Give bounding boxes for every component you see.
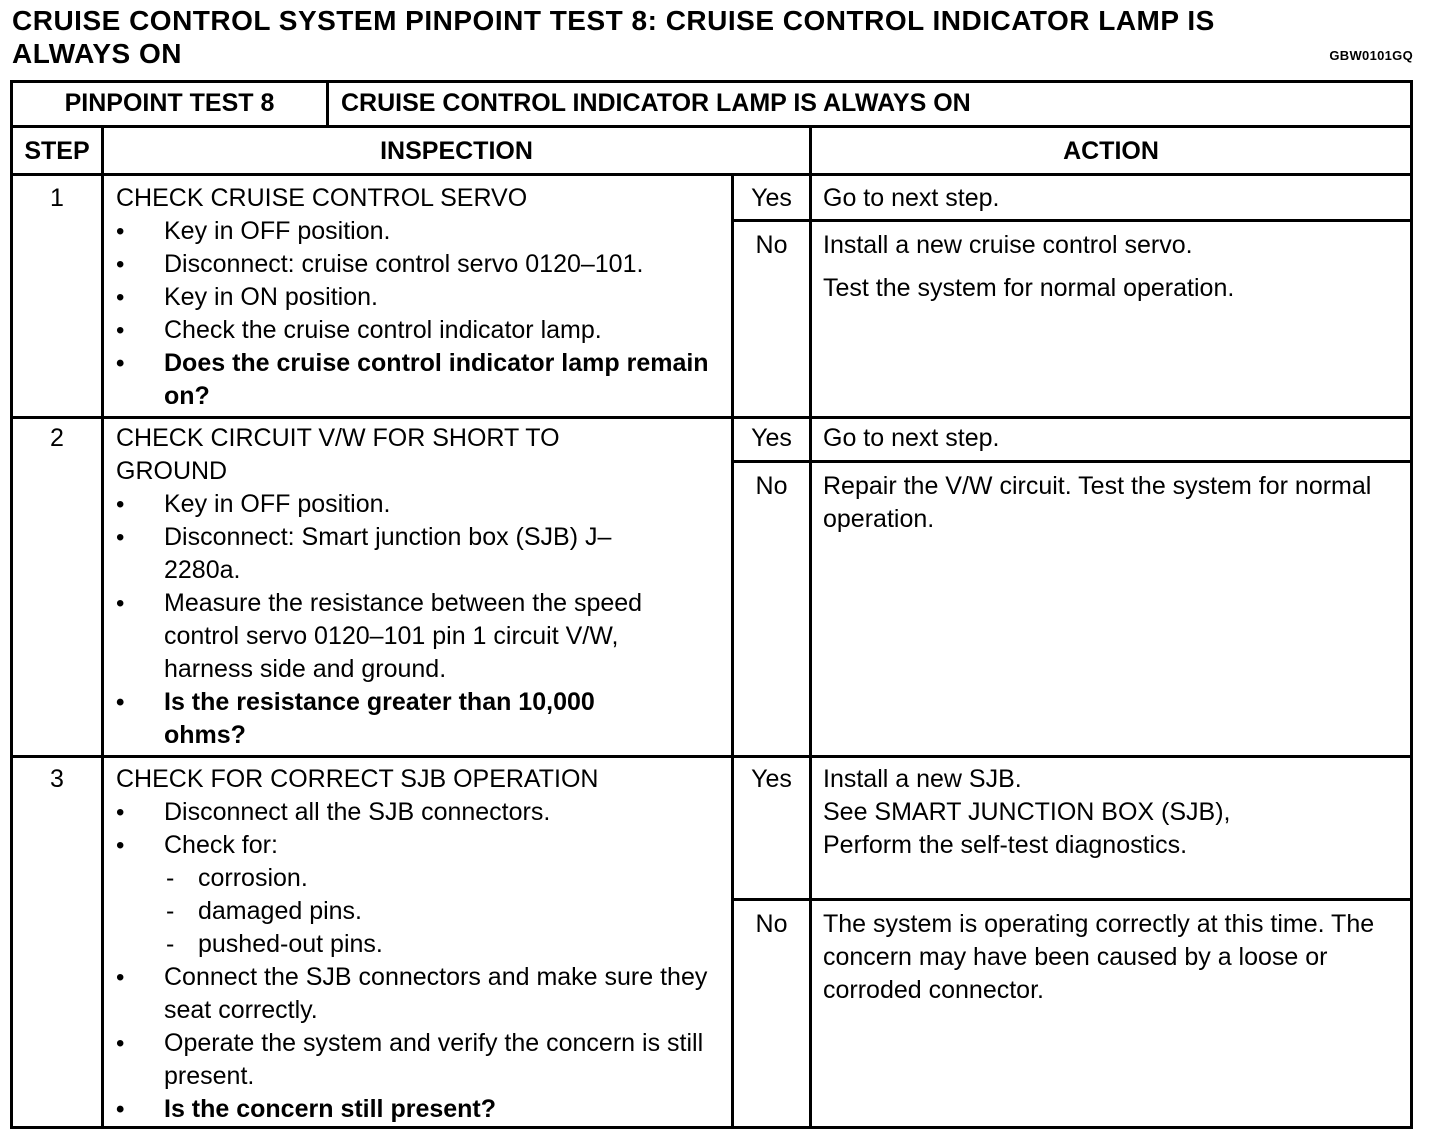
no-action: Repair the V/W circuit. Test the system for normal operation. [823, 472, 1372, 533]
inspection-question: • Is the concern still present? [116, 1093, 721, 1126]
inspection-sub-item: - damaged pins. [116, 895, 721, 928]
yes-label: Yes [751, 424, 792, 452]
yes-no-divider [733, 460, 1410, 463]
inspection-bullet: • Disconnect: cruise control servo 0120–101. [116, 248, 721, 281]
inspection-bullet: • Key in ON position. [116, 281, 721, 314]
test-label: PINPOINT TEST 8 [64, 89, 275, 117]
header-step: STEP [24, 137, 90, 165]
row-divider [13, 755, 1410, 758]
step-heading: CHECK CIRCUIT V/W FOR SHORT TO GROUND [116, 424, 560, 485]
step-number: 1 [50, 184, 64, 212]
yes-label: Yes [751, 765, 792, 793]
action-line: Test the system for normal operation. [823, 274, 1235, 302]
figure-code: GBW0101GQ [1329, 48, 1413, 63]
no-label: No [755, 910, 788, 938]
yes-label: Yes [751, 184, 792, 212]
header-inspection: INSPECTION [380, 137, 533, 165]
inspection-bullet: • Measure the resistance between the speed control servo 0120–101 pin 1 circuit V/W, harness side and ground. [116, 587, 694, 686]
inspection-question: • Does the cruise control indicator lamp remain on? [116, 347, 721, 413]
inspection-bullet: • Disconnect all the SJB connectors. [116, 796, 721, 829]
col-divider [326, 83, 329, 125]
yes-action: Go to next step. [823, 184, 1000, 212]
no-action: The system is operating correctly at this time. The concern may have been caused by a loose or corroded connector. [823, 910, 1375, 1004]
action-line: Perform the self-test diagnostics. [823, 831, 1188, 859]
no-action [823, 229, 1403, 305]
inspection-bullet: • Key in OFF position. [116, 488, 674, 521]
test-title: CRUISE CONTROL INDICATOR LAMP IS ALWAYS ON [341, 89, 971, 117]
inspection-bullet: • Connect the SJB connectors and make sure they seat correctly. [116, 961, 709, 1027]
yes-no-divider [733, 219, 1410, 222]
action-line: Install a new cruise control servo. [823, 231, 1193, 259]
inspection-bullet: • Disconnect: Smart junction box (SJB) J–2280a. [116, 521, 644, 587]
col-divider [731, 173, 734, 1126]
inspection-bullet: • Operate the system and verify the concern is still present. [116, 1027, 709, 1093]
pinpoint-table [10, 80, 1413, 1129]
step-number: 2 [50, 424, 64, 452]
step-number: 3 [50, 765, 64, 793]
action-line: Install a new SJB. [823, 765, 1022, 793]
yes-action: Go to next step. [823, 424, 1000, 452]
no-label: No [755, 472, 788, 500]
header-action: ACTION [1063, 137, 1159, 165]
step-heading: CHECK FOR CORRECT SJB OPERATION [116, 765, 599, 793]
row-divider [13, 416, 1410, 419]
step-inspection [116, 182, 721, 413]
row-divider [13, 125, 1410, 128]
inspection-bullet: • Key in OFF position. [116, 215, 721, 248]
yes-no-divider [733, 898, 1410, 901]
row-divider [13, 173, 1410, 176]
page-title: CRUISE CONTROL SYSTEM PINPOINT TEST 8: CRUISE CONTROL INDICATOR LAMP IS ALWAYS ON [12, 5, 1215, 69]
inspection-bullet: • Check for: [116, 829, 721, 862]
step-inspection [116, 763, 721, 1126]
inspection-sub-item: - pushed-out pins. [116, 928, 721, 961]
action-line: See SMART JUNCTION BOX (SJB), [823, 798, 1231, 826]
yes-action [823, 763, 1403, 862]
step-heading: CHECK CRUISE CONTROL SERVO [116, 184, 528, 212]
no-label: No [755, 231, 788, 259]
col-divider [809, 173, 812, 1126]
col-divider [101, 125, 104, 1126]
inspection-sub-item: - corrosion. [116, 862, 721, 895]
step-inspection [116, 422, 656, 752]
inspection-bullet: • Check the cruise control indicator lamp. [116, 314, 721, 347]
inspection-question: • Is the resistance greater than 10,000 ohms? [116, 686, 664, 752]
